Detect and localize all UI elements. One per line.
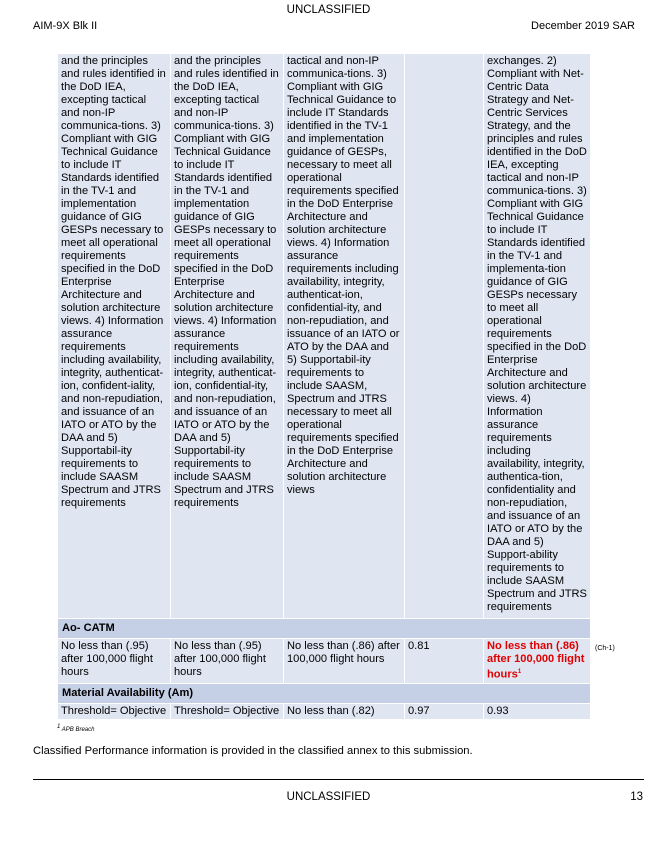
- breach-footnote-marker: 1: [517, 669, 522, 675]
- cell-am-col2: Threshold= Objective: [171, 703, 284, 719]
- cell-ao-col2: No less than (.95) after 100,000 flight hours: [171, 639, 284, 684]
- table-row-material-availability: [58, 703, 591, 719]
- table-row-ao-catm: [58, 639, 591, 684]
- cell-continued-col2: and the principles and rules identified in the DoD IEA, excepting tactical and non-IP communica-tions. 3) Compliant with GIG Technical Guidance to include IT Standards identified in the TV-1 and implementation guidance of GIG GESPs necessary to meet all operational requirements specified in the DoD Enterprise Architecture and solution architecture views. 4) Information assurance requirements including availability, integrity, authenticat-ion, confidential-ity, and non-repudiation, and issuance of an IATO or ATO by the DAA and 5) Supportabil-ity requirements to include SAASM Spectrum and JTRS requirements: [171, 54, 284, 619]
- classified-note: Classified Performance information is provided in the classified annex to this submission.: [33, 745, 473, 757]
- section-row-material-availability: [58, 683, 591, 703]
- section-row-ao-catm: [58, 619, 591, 639]
- breach-value: No less than (.86) after 100,000 flight hours: [487, 640, 585, 681]
- section-title-ao-catm: Ao- CATM: [58, 619, 591, 639]
- cell-ao-col5-breach: [484, 639, 591, 684]
- cell-ao-col4: 0.81: [405, 639, 484, 684]
- change-note: (Ch-1): [595, 644, 615, 652]
- report-date: December 2019 SAR: [531, 20, 635, 32]
- table-row-continued: [58, 54, 591, 619]
- footer-divider: [33, 779, 644, 780]
- top-classification: UNCLASSIFIED: [286, 4, 371, 16]
- footnote-text: APB Breach: [61, 727, 95, 733]
- cell-am-col3: No less than (.82): [284, 703, 405, 719]
- footnote: [57, 724, 94, 733]
- cell-continued-col5: exchanges. 2) Compliant with Net-Centric Data Strategy and Net-Centric Services Strategy, and the principles and rules identified in the DoD IEA, excepting tactical and non-IP communica-tions. 3) Compliant with GIG Technical Guidance to include IT Standards identified in the TV-1 and implementa-tion guidance of GIG GESPs necessary to meet all operational requirements specified in the DoD Enterprise Architecture and solution architecture views. 4) Information assurance requirements including availability, integrity, authentica-tion, confidentiality and non-repudiation, and issuance of an IATO or ATO by the DAA and 5) Support-ability requirements to include SAASM Spectrum and JTRS requirements: [484, 54, 591, 619]
- cell-am-col1: Threshold= Objective: [58, 703, 171, 719]
- cell-continued-col3: tactical and non-IP communica-tions. 3) Compliant with GIG Technical Guidance to include IT Standards identified in the TV-1 and implementation guidance of GESPs, necessary to meet all operational requirements specified in the DoD Enterprise Architecture and solution architecture views. 4) Information assurance requirements including availability, integrity, authenticat-ion, confidential-ity, and non-repudiation, and issuance of an IATO or ATO by the DAA and 5) Supportabil-ity requirements to include SAASM, Spectrum and JTRS necessary to meet all operational requirements specified in the DoD Enterprise Architecture and solution architecture views: [284, 54, 405, 619]
- footnote-marker: 1: [57, 724, 61, 730]
- cell-ao-col1: No less than (.95) after 100,000 flight hours: [58, 639, 171, 684]
- section-title-material-availability: Material Availability (Am): [58, 683, 591, 703]
- page-number: 13: [630, 791, 643, 803]
- cell-continued-col1: and the principles and rules identified in the DoD IEA, excepting tactical and non-IP communica-tions. 3) Compliant with GIG Technical Guidance to include IT Standards identified in the TV-1 and implementation guidance of GIG GESPs necessary to meet all operational requirements specified in the DoD Enterprise Architecture and solution architecture views. 4) Information assurance requirements including availability, integrity, authenticat-ion, confident-iality, and non-repudiation, and issuance of an IATO or ATO by the DAA and 5) Supportabil-ity requirements to include SAASM Spectrum and JTRS requirements: [58, 54, 171, 619]
- program-name: AIM-9X Blk II: [33, 20, 98, 32]
- cell-am-col5: 0.93: [484, 703, 591, 719]
- cell-am-col4: 0.97: [405, 703, 484, 719]
- cell-ao-col3: No less than (.86) after 100,000 flight hours: [284, 639, 405, 684]
- performance-table: [57, 53, 615, 720]
- cell-continued-col4: [405, 54, 484, 619]
- bottom-classification: UNCLASSIFIED: [286, 791, 371, 803]
